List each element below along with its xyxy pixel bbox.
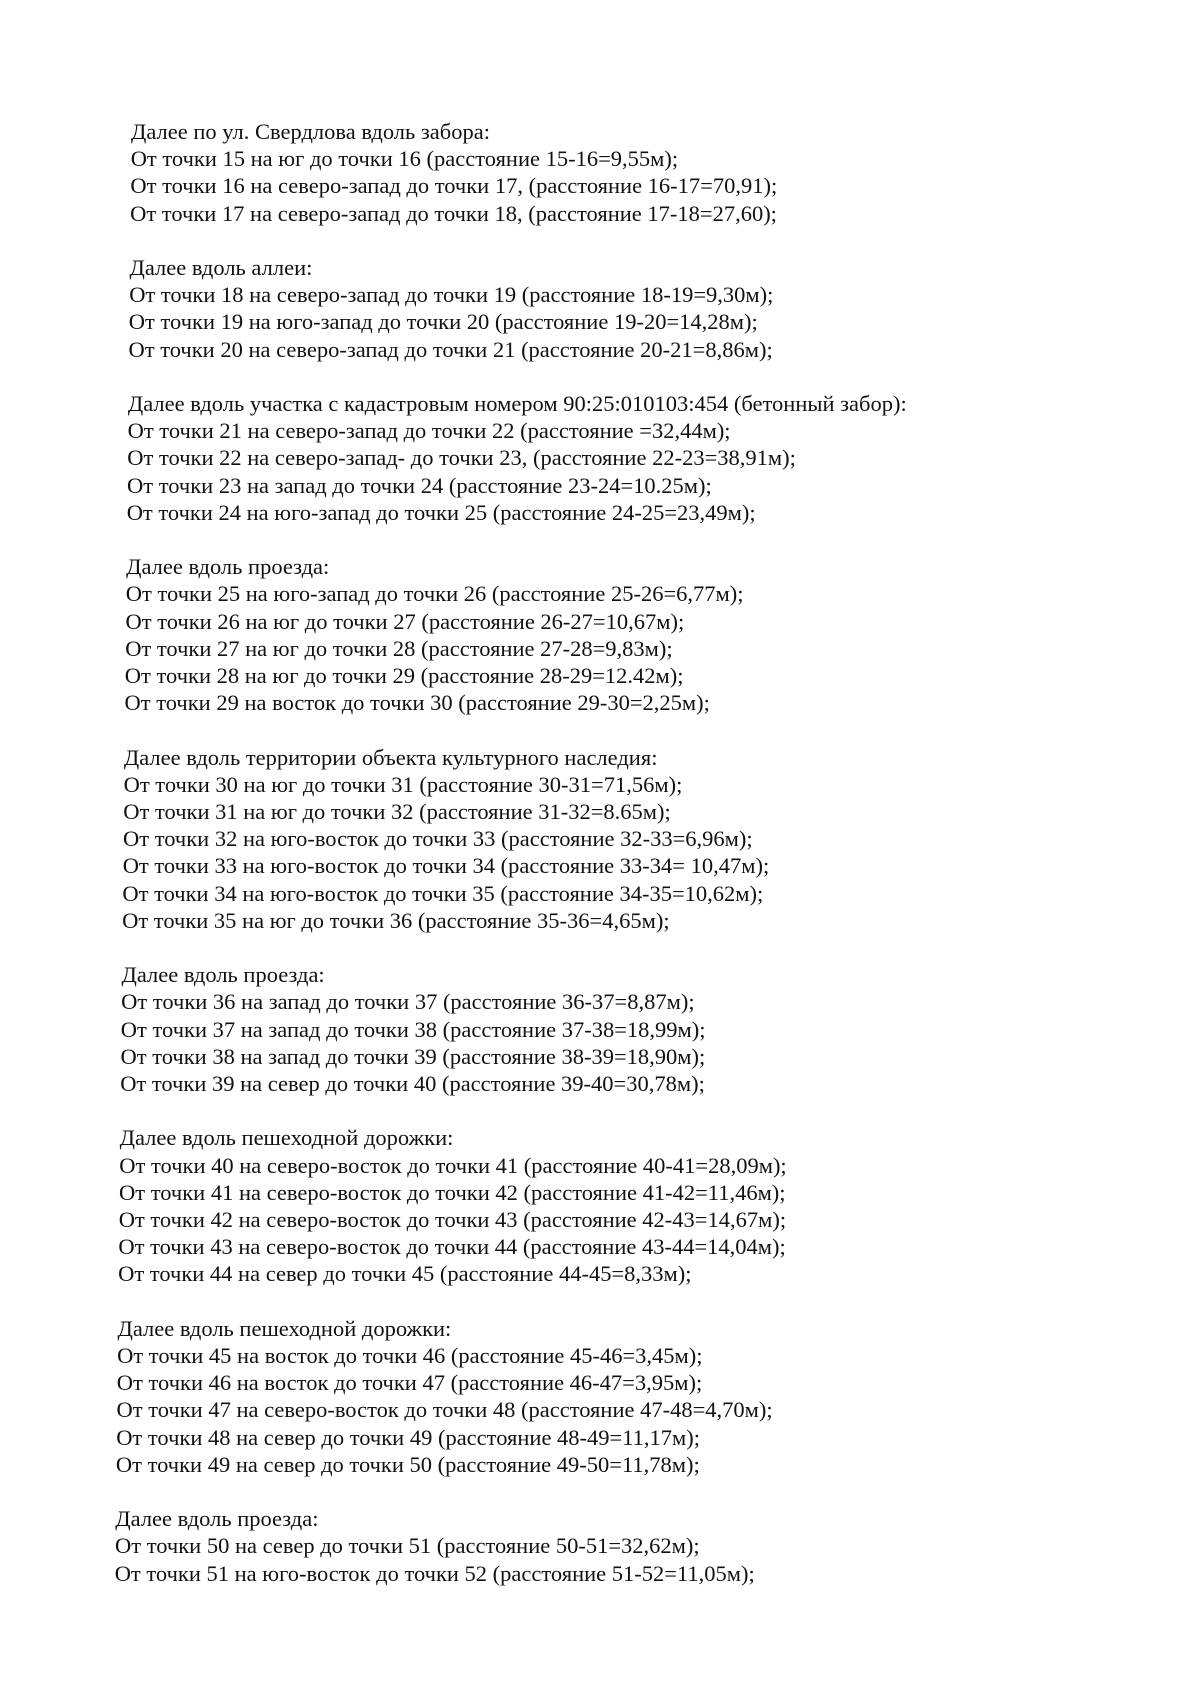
section-heading: Далее вдоль проезда:	[121, 962, 325, 988]
section-heading: Далее вдоль территории объекта культурного наследия:	[123, 744, 658, 770]
section-heading: Далее вдоль пешеходной дорожки:	[119, 1125, 454, 1151]
boundary-line: От точки 23 на запад до точки 24 (расстояние 23-24=10.25м);	[127, 472, 712, 498]
boundary-line: От точки 24 на юго-запад до точки 25 (расстояние 24-25=23,49м);	[126, 499, 756, 525]
boundary-line: От точки 33 на юго-восток до точки 34 (расстояние 33-34= 10,47м);	[122, 853, 770, 879]
boundary-line: От точки 44 на север до точки 45 (расстояние 44-45=8,33м);	[118, 1261, 692, 1287]
boundary-line: От точки 42 на северо-восток до точки 43 (расстояние 42-43=14,67м);	[118, 1207, 787, 1232]
boundary-line: От точки 51 на юго-восток до точки 52 (расстояние 51-52=11,05м);	[114, 1560, 755, 1586]
boundary-line: От точки 37 на запад до точки 38 (расстояние 37-38=18,99м);	[120, 1016, 706, 1042]
boundary-line: От точки 46 на восток до точки 47 (расстояние 46-47=3,95м);	[116, 1370, 703, 1396]
boundary-line: От точки 16 на северо-запад до точки 17, (расстояние 16-17=70,91);	[130, 173, 778, 199]
boundary-line: От точки 35 на юг до точки 36 (расстояние 35-36=4,65м);	[122, 907, 670, 933]
boundary-line: От точки 34 на юго-восток до точки 35 (расстояние 34-35=10,62м);	[122, 880, 764, 906]
boundary-line: От точки 45 на восток до точки 46 (расстояние 45-46=3,45м);	[117, 1343, 703, 1368]
boundary-line: От точки 41 на северо-восток до точки 42 (расстояние 41-42=11,46м);	[119, 1179, 786, 1205]
boundary-line: От точки 22 на северо-запад- до точки 23, (расстояние 22-23=38,91м);	[127, 445, 796, 471]
boundary-line: От точки 29 на восток до точки 30 (расстояние 29-30=2,25м);	[124, 690, 710, 716]
boundary-line: От точки 19 на юго-запад до точки 20 (расстояние 19-20=14,28м);	[128, 309, 758, 335]
boundary-line: От точки 38 на запад до точки 39 (расстояние 38-39=18,90м);	[120, 1043, 706, 1069]
boundary-line: От точки 40 на северо-восток до точки 41 (расстояние 40-41=28,09м);	[119, 1152, 787, 1178]
section-heading: Далее вдоль участка с кадастровым номером 90:25:010103:454 (бетонный забор):	[127, 391, 907, 416]
boundary-line: От точки 26 на юг до точки 27 (расстояние 26-27=10,67м);	[125, 608, 685, 634]
section-heading: Далее вдоль пешеходной дорожки:	[117, 1315, 452, 1341]
boundary-line: От точки 50 на север до точки 51 (расстояние 50-51=32,62м);	[115, 1533, 700, 1559]
boundary-line: От точки 27 на юг до точки 28 (расстояние 27-28=9,83м);	[125, 635, 673, 661]
boundary-line: От точки 47 на северо-восток до точки 48 (расстояние 47-48=4,70м);	[116, 1397, 773, 1423]
section-heading: Далее вдоль аллеи:	[129, 255, 313, 280]
section-heading: Далее вдоль проезда:	[126, 554, 330, 580]
boundary-line: От точки 15 на юг до точки 16 (расстояние 15-16=9,55м);	[130, 146, 679, 172]
boundary-line: От точки 25 на юго-запад до точки 26 (расстояние 25-26=6,77м);	[125, 581, 744, 607]
boundary-line: От точки 49 на север до точки 50 (расстояние 49-50=11,78м);	[115, 1451, 700, 1477]
boundary-line: От точки 39 на север до точки 40 (расстояние 39-40=30,78м);	[120, 1071, 705, 1096]
boundary-line: От точки 30 на юг до точки 31 (расстояние 30-31=71,56м);	[123, 771, 683, 797]
boundary-line: От точки 48 на север до точки 49 (расстояние 48-49=11,17м);	[116, 1424, 701, 1450]
section-heading: Далее вдоль проезда:	[115, 1506, 319, 1532]
boundary-line: От точки 31 на юг до точки 32 (расстояние 31-32=8.65м);	[123, 799, 671, 824]
boundary-line: От точки 20 на северо-запад до точки 21 (расстояние 20-21=8,86м);	[128, 336, 773, 362]
boundary-line: От точки 28 на юг до точки 29 (расстояние 28-29=12.42м);	[124, 663, 684, 688]
boundary-line: От точки 43 на северо-восток до точки 44 (расстояние 43-44=14,04м);	[118, 1234, 786, 1260]
boundary-line: От точки 21 на северо-запад до точки 22 (расстояние =32,44м);	[127, 418, 731, 444]
boundary-line: От точки 32 на юго-восток до точки 33 (расстояние 32-33=6,96м);	[123, 826, 753, 852]
boundary-line: От точки 17 на северо-запад до точки 18, (расстояние 17-18=27,60);	[130, 200, 777, 226]
boundary-line: От точки 18 на северо-запад до точки 19 (расстояние 18-19=9,30м);	[129, 282, 774, 308]
boundary-line: От точки 36 на запад до точки 37 (расстояние 36-37=8,87м);	[121, 989, 695, 1015]
section-heading: Далее по ул. Свердлова вдоль забора:	[131, 119, 490, 144]
